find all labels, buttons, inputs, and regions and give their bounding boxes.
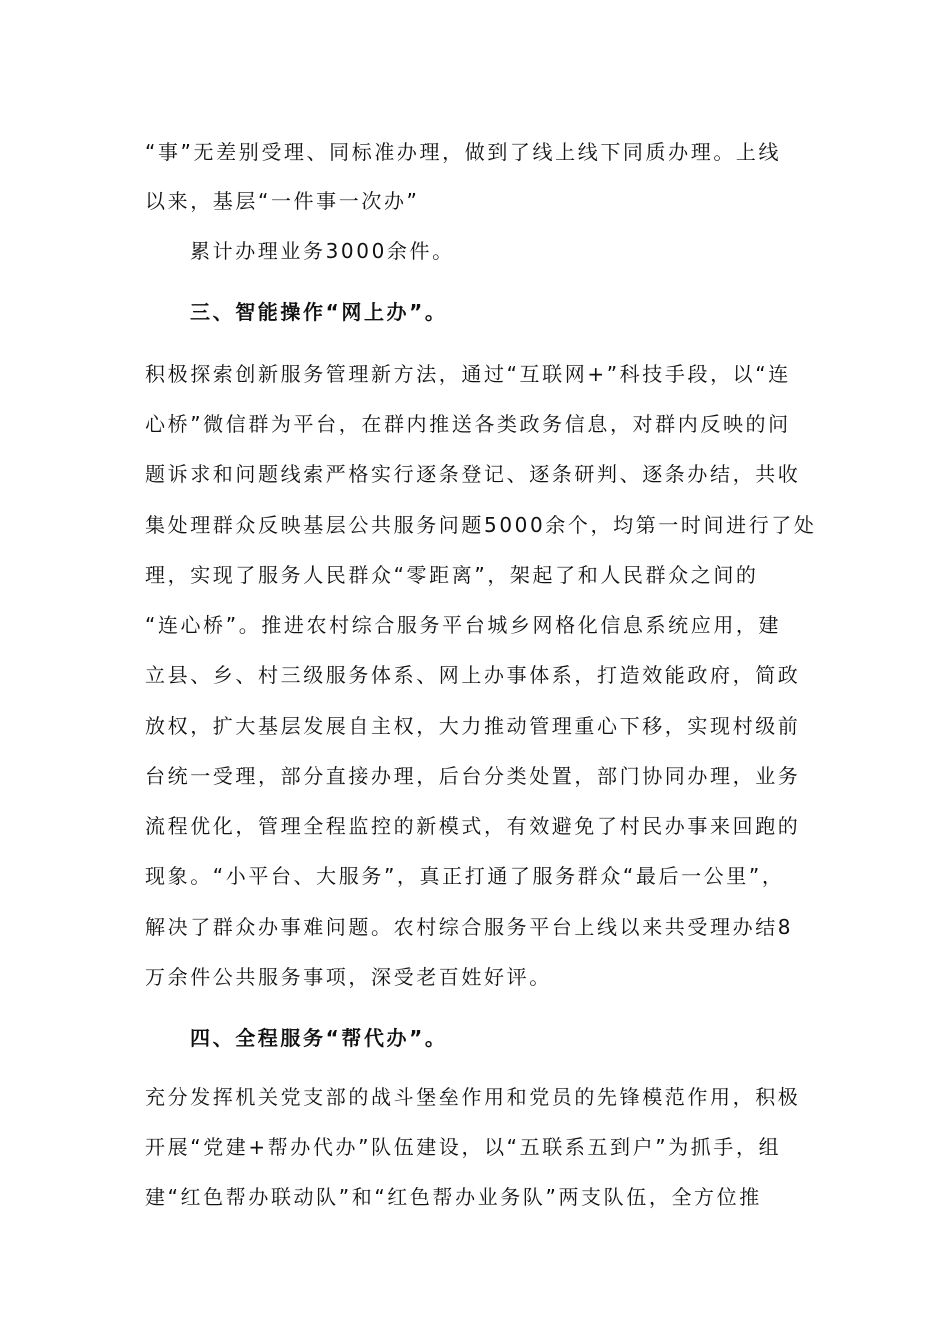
paragraph-line: 流程优化，管理全程监控的新模式，有效避免了村民办事来回跑的 — [145, 814, 801, 838]
paragraph-line: 积极探索创新服务管理新方法，通过“互联网+”科技手段，以“连 — [145, 362, 791, 386]
paragraph-line: 现象。“小平台、大服务”，真正打通了服务群众“最后一公里”， — [145, 864, 785, 888]
paragraph-line: 放权，扩大基层发展自主权，大力推动管理重心下移，实现村级前 — [145, 714, 801, 738]
paragraph-line: 累计办理业务3000余件。 — [190, 239, 455, 263]
paragraph-line: 开展“党建+帮办代办”队伍建设，以“五联系五到户”为抓手，组 — [145, 1135, 782, 1159]
paragraph-line: 理，实现了服务人民群众“零距离”，架起了和人民群众之间的 — [145, 563, 759, 587]
paragraph-line: “事”无差别受理、同标准办理，做到了线上线下同质办理。上线 — [145, 140, 782, 164]
paragraph-line: 心桥”微信群为平台，在群内推送各类政务信息，对群内反映的问 — [145, 412, 791, 436]
paragraph-line: 立县、乡、村三级服务体系、网上办事体系，打造效能政府，简政 — [145, 663, 801, 687]
paragraph-line: 建“红色帮办联动队”和“红色帮办业务队”两支队伍，全方位推 — [145, 1185, 762, 1209]
section-heading-3: 三、智能操作“网上办”。 — [190, 300, 448, 324]
paragraph-line: 解决了群众办事难问题。农村综合服务平台上线以来共受理办结8 — [145, 915, 794, 939]
paragraph-line: 集处理群众反映基层公共服务问题5000余个，均第一时间进行了处 — [145, 513, 817, 537]
paragraph-line: 充分发挥机关党支部的战斗堡垒作用和党员的先锋模范作用，积极 — [145, 1085, 801, 1109]
paragraph-line: 台统一受理，部分直接办理，后台分类处置，部门协同办理，业务 — [145, 764, 801, 788]
paragraph-line: “连心桥”。推进农村综合服务平台城乡网格化信息系统应用，建 — [145, 613, 782, 637]
section-heading-4: 四、全程服务“帮代办”。 — [190, 1026, 448, 1050]
paragraph-line: 以来，基层“一件事一次办” — [145, 189, 420, 213]
paragraph-line: 万余件公共服务事项，深受老百姓好评。 — [145, 965, 552, 989]
paragraph-line: 题诉求和问题线索严格实行逐条登记、逐条研判、逐条办结，共收 — [145, 462, 801, 486]
